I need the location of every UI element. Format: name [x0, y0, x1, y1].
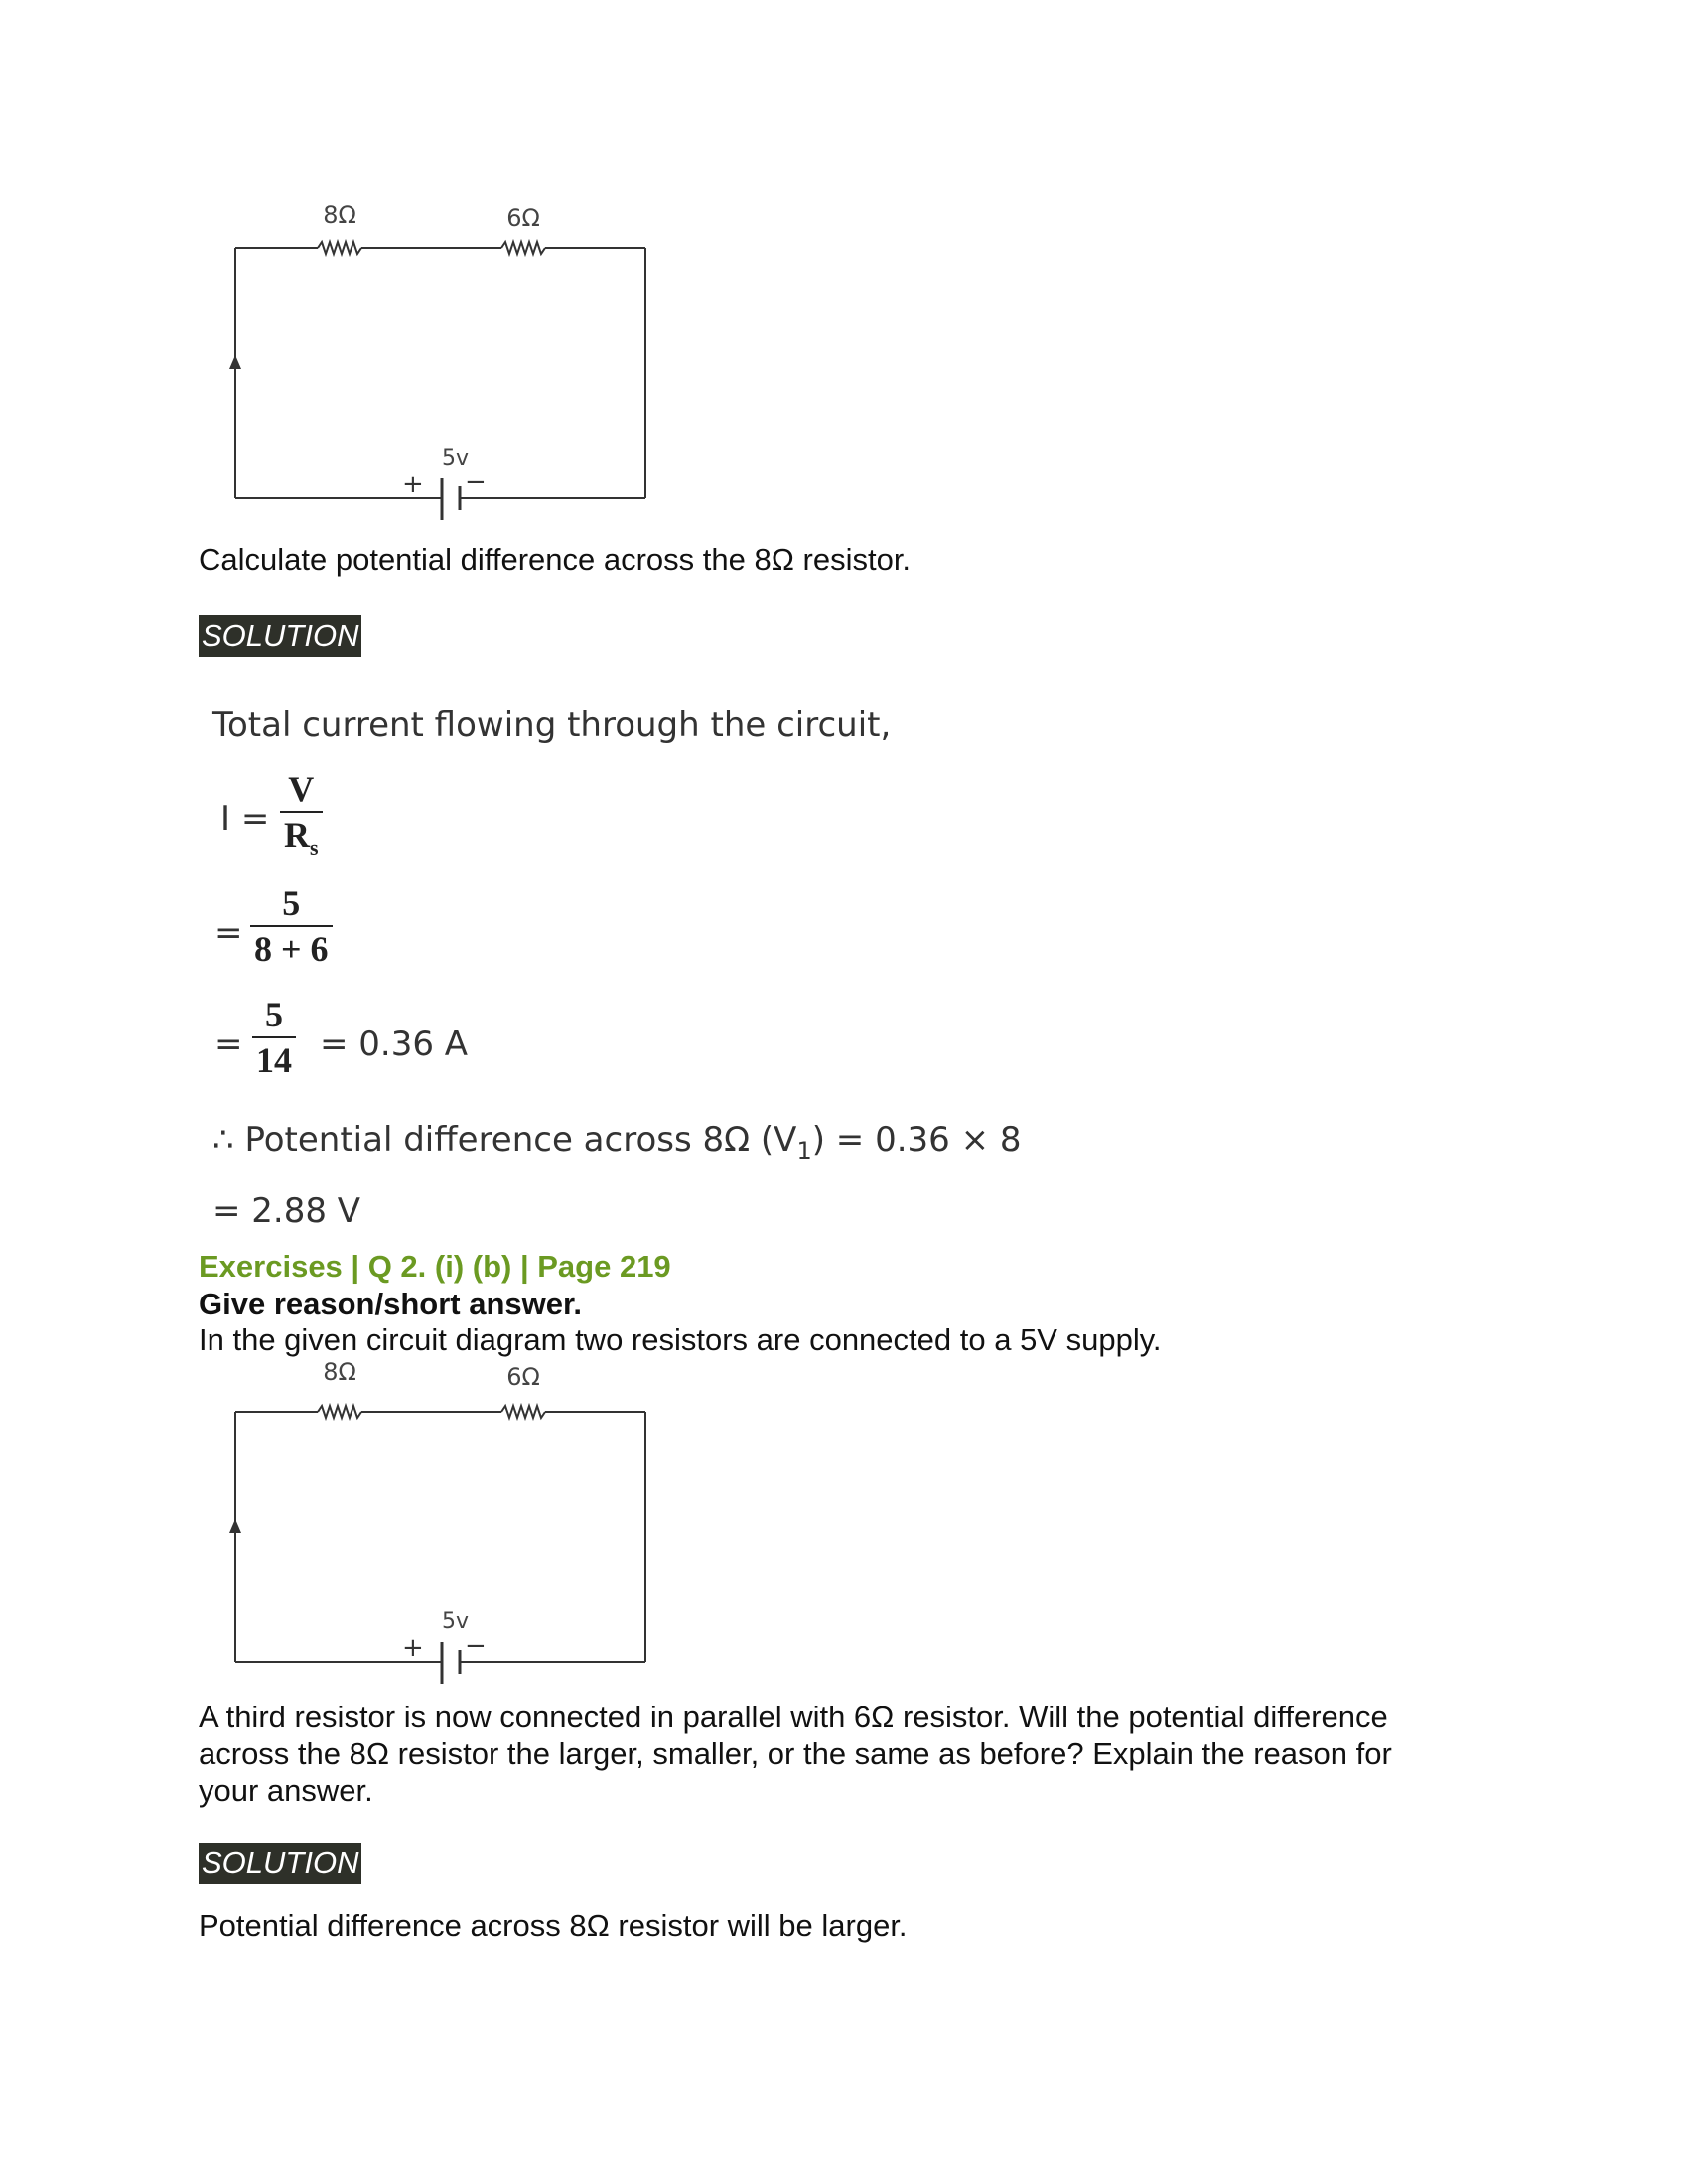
circuit-diagram-1 — [199, 189, 675, 546]
current-arrow — [229, 355, 241, 369]
label-plus: + — [402, 1633, 424, 1663]
q2-answer: Potential difference across 8Ω resistor will be larger. — [199, 1908, 908, 1943]
current-equation-label: I = — [220, 799, 270, 839]
q1-question: Calculate potential difference across the 8Ω resistor. — [199, 542, 912, 577]
pd-line-rest: ) = 0.36 × 8 — [811, 1120, 1022, 1160]
fraction-numerator: V — [288, 769, 315, 809]
equals-sign-2: = — [214, 1024, 243, 1064]
potential-difference-line — [212, 1120, 1022, 1164]
equals-sign-1: = — [214, 913, 243, 953]
label-plus: + — [402, 470, 424, 499]
fraction-denominator: 8 + 6 — [254, 929, 329, 969]
fraction-5-over-8-plus-6 — [250, 882, 333, 971]
current-arrow — [229, 1519, 241, 1533]
fraction-5-over-14 — [252, 993, 296, 1082]
fraction-numerator: 5 — [265, 995, 283, 1034]
resistor-8-ohm — [318, 1406, 361, 1418]
exercise-subheader: Give reason/short answer. — [199, 1287, 582, 1321]
circuit-diagram-2 — [199, 1352, 675, 1709]
fraction-denominator — [280, 813, 323, 870]
label-8-ohm: 8Ω — [323, 1358, 356, 1386]
q2-question-line-3: your answer. — [199, 1773, 373, 1808]
q2-question-line-2: across the 8Ω resistor the larger, smaller, or the same as before? Explain the reason for — [199, 1736, 1392, 1771]
fraction-denominator: 14 — [256, 1040, 292, 1080]
fraction-v-over-rs — [280, 767, 323, 870]
label-6-ohm: 6Ω — [506, 1363, 540, 1391]
den-r: R — [284, 815, 310, 855]
label-minus: − — [465, 1631, 487, 1661]
resistor-8-ohm — [318, 242, 361, 254]
potential-difference-result: = 2.88 V — [212, 1191, 361, 1231]
solution-badge-1: SOLUTION — [199, 615, 361, 657]
q2-question-line-1: A third resistor is now connected in parallel with 6Ω resistor. Will the potential difference — [199, 1700, 1388, 1734]
pd-subscript: 1 — [796, 1136, 812, 1164]
pd-line-text: ∴ Potential difference across 8Ω (V — [212, 1120, 797, 1160]
label-battery: 5v — [442, 446, 470, 471]
exercise-header: Exercises | Q 2. (i) (b) | Page 219 — [199, 1249, 671, 1284]
label-minus: − — [465, 468, 487, 497]
current-result: = 0.36 A — [320, 1024, 469, 1064]
resistor-6-ohm — [501, 242, 545, 254]
solution-1-intro: Total current flowing through the circuit, — [212, 705, 892, 745]
label-6-ohm: 6Ω — [506, 205, 540, 232]
label-8-ohm: 8Ω — [323, 202, 356, 229]
label-battery: 5v — [442, 1609, 470, 1634]
resistor-6-ohm — [501, 1406, 545, 1418]
solution-badge-2: SOLUTION — [199, 1843, 361, 1884]
den-subscript: s — [310, 835, 319, 861]
fraction-numerator: 5 — [282, 884, 301, 923]
q2-intro: In the given circuit diagram two resistors are connected to a 5V supply. — [199, 1322, 1162, 1357]
